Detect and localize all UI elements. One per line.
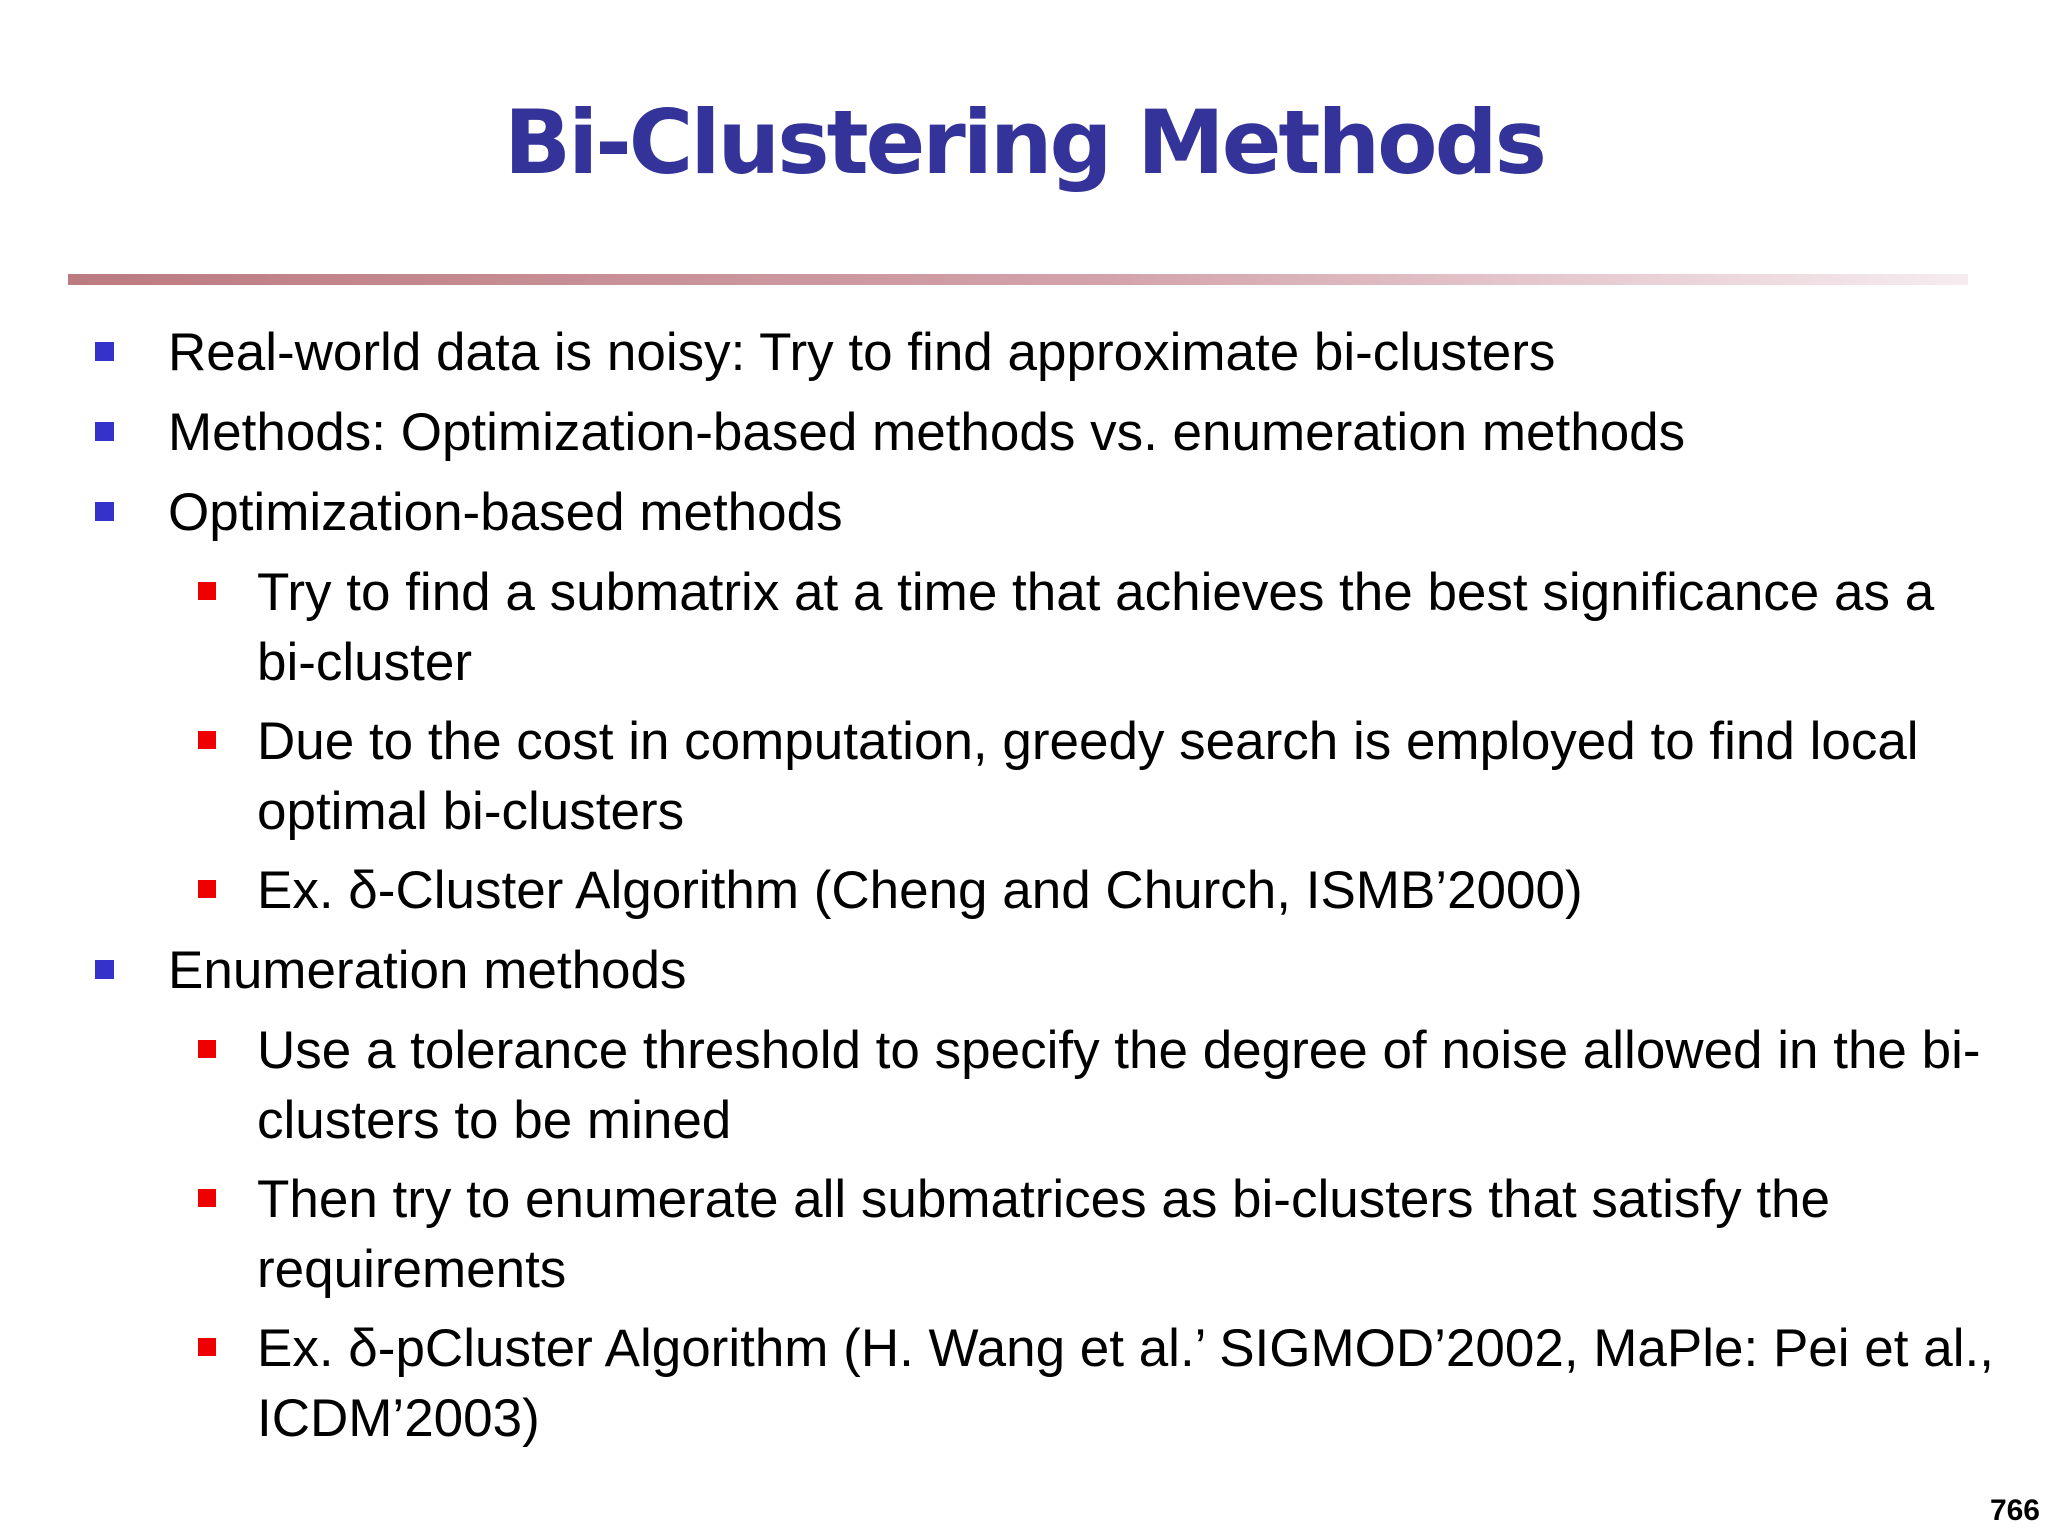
bullet-text: Optimization-based methods: [168, 483, 843, 542]
slide-title: Bi-Clustering Methods: [504, 91, 1544, 194]
square-bullet-icon: [95, 342, 114, 361]
square-bullet-icon: [198, 731, 216, 749]
bullet-text: Due to the cost in computation, greedy search is employed to find local optimal bi-clusters: [257, 712, 1919, 841]
bullet-text: Ex. δ-pCluster Algorithm (H. Wang et al.’ SIGMOD’2002, MaPle: Pei et al., ICDM’2003): [257, 1319, 1994, 1448]
square-bullet-icon: [198, 1189, 216, 1207]
sub-bullet-item: [257, 1314, 1997, 1454]
bullet-item: [168, 478, 2008, 548]
sub-bullet-item: [257, 707, 1997, 847]
bullet-text: Methods: Optimization-based methods vs. enumeration methods: [168, 403, 1686, 462]
sub-bullet-item: [257, 558, 1997, 698]
square-bullet-icon: [95, 422, 114, 441]
square-bullet-icon: [198, 1040, 216, 1058]
square-bullet-icon: [198, 1338, 216, 1356]
bullet-text: Ex. δ-Cluster Algorithm (Cheng and Church, ISMB’2000): [257, 861, 1583, 920]
title-divider: [68, 274, 1968, 285]
square-bullet-icon: [198, 880, 216, 898]
square-bullet-icon: [95, 502, 114, 521]
sub-bullet-item: [257, 856, 1997, 926]
square-bullet-icon: [95, 960, 114, 979]
bullet-text: Then try to enumerate all submatrices as bi-clusters that satisfy the requirements: [257, 1170, 1830, 1299]
bullet-text: Use a tolerance threshold to specify the degree of noise allowed in the bi-clusters to be mined: [257, 1021, 1981, 1150]
bullet-item: [168, 936, 2008, 1006]
bullet-item: [168, 318, 2008, 388]
sub-bullet-item: [257, 1016, 1997, 1156]
bullet-item: [168, 398, 2008, 468]
square-bullet-icon: [198, 582, 216, 600]
page-number: 766: [1989, 1494, 2040, 1527]
sub-bullet-item: [257, 1165, 1997, 1305]
bullet-text: Enumeration methods: [168, 941, 687, 1000]
bullet-text: Try to find a submatrix at a time that achieves the best significance as a bi-cluster: [257, 563, 1935, 692]
bullet-text: Real-world data is noisy: Try to find approximate bi-clusters: [168, 323, 1556, 382]
